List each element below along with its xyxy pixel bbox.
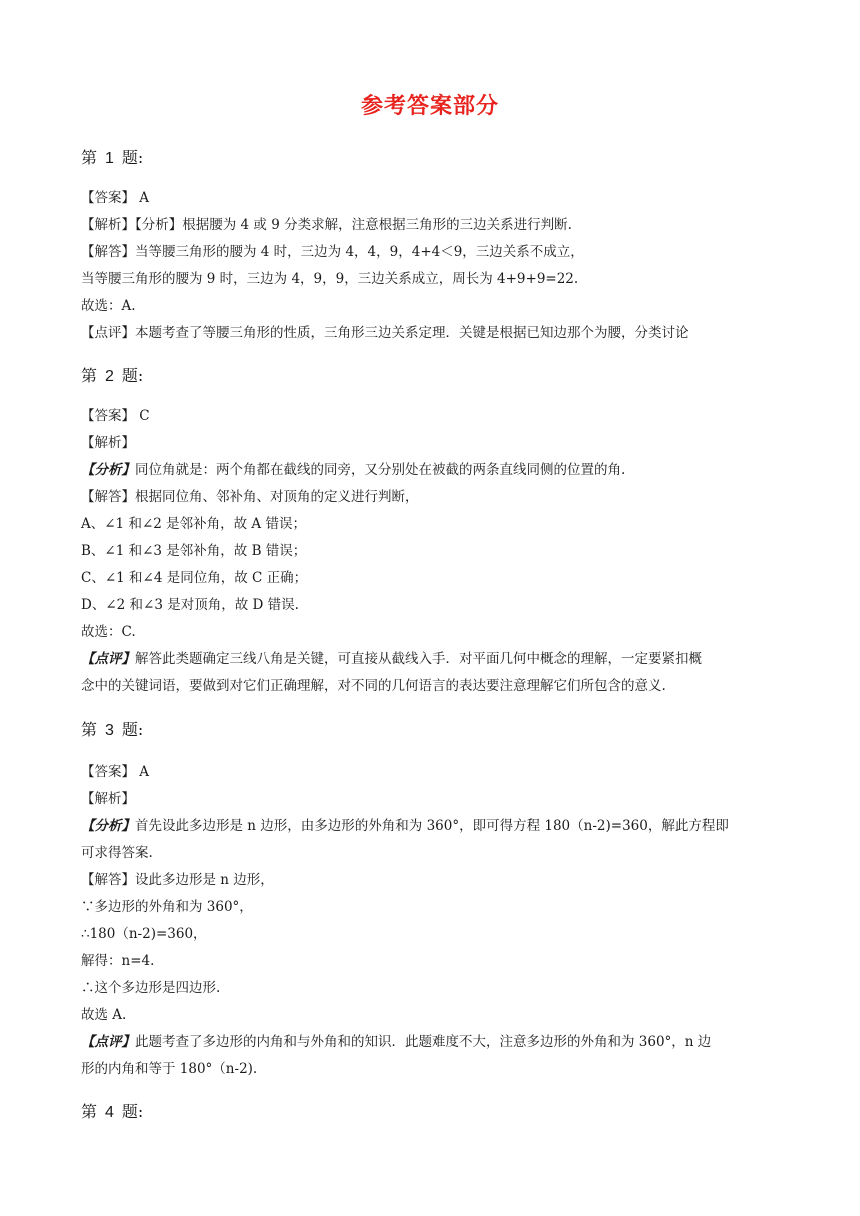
q1-analysis: 【解析】【分析】根据腰为 4 或 9 分类求解，注意根据三角形的三边关系进行判断.	[81, 217, 572, 233]
q3-answer: 【答案】 A	[81, 764, 150, 780]
dianping-tag: 【点评】	[81, 651, 135, 667]
dianping-tag: 【点评】	[81, 1034, 135, 1050]
q2-option-b: B、∠1 和∠3 是邻补角，故 B 错误；	[81, 543, 307, 559]
fenxi-tag: 【分析】	[81, 818, 135, 834]
q2-answer: 【答案】 C	[81, 408, 150, 424]
q2-comment-line-1: 【点评】解答此类题确定三线八角是关键，可直接从截线入手．对平面几何中概念的理解，一定要紧扣概	[81, 651, 702, 667]
q1-solution-line-2: 当等腰三角形的腰为 9 时，三边为 4，9，9，三边关系成立，周长为 4+9+9=22.	[81, 271, 579, 287]
q3-step-3: 解得：n=4.	[81, 953, 155, 969]
question-3-heading: 第 3 题:	[81, 720, 144, 739]
q3-comment-line-1: 【点评】此题考查了多边形的内角和与外角和的知识．此题难度不大，注意多边形的外角和为 360°，n 边	[81, 1034, 712, 1050]
fenxi-tag: 【分析】	[81, 462, 135, 478]
q2-analysis-label: 【解析】	[81, 435, 135, 451]
q3-step-4: ∴这个多边形是四边形.	[81, 980, 221, 996]
question-2-heading: 第 2 题:	[81, 366, 144, 385]
page-title: 参考答案部分	[360, 93, 499, 119]
q3-analysis-label: 【解析】	[81, 791, 135, 807]
q3-solution: 【解答】设此多边形是 n 边形，	[81, 872, 274, 888]
q3-fenxi-line-2: 可求得答案.	[81, 845, 153, 861]
q1-comment: 【点评】本题考查了等腰三角形的性质，三角形三边关系定理．关键是根据已知边那个为腰，分类讨论	[81, 325, 689, 341]
question-4-heading: 第 4 题:	[81, 1102, 144, 1121]
q3-choice: 故选 A.	[81, 1007, 127, 1023]
question-1-heading: 第 1 题:	[81, 148, 144, 167]
q1-solution-line-1: 【解答】当等腰三角形的腰为 4 时，三边为 4，4，9，4+4＜9，三边关系不成立，	[81, 244, 584, 260]
q2-choice: 故选：C.	[81, 624, 136, 640]
q3-step-1: ∵多边形的外角和为 360°，	[81, 899, 253, 915]
q2-option-c: C、∠1 和∠4 是同位角，故 C 正确；	[81, 570, 308, 586]
q2-option-a: A、∠1 和∠2 是邻补角，故 A 错误；	[81, 516, 306, 532]
q3-comment-line-2: 形的内角和等于 180°（n-2).	[81, 1061, 258, 1077]
q2-comment-line-2: 念中的关键词语，要做到对它们正确理解，对不同的几何语言的表达要注意理解它们所包含的意义.	[81, 678, 666, 694]
q1-answer: 【答案】 A	[81, 190, 150, 206]
q3-fenxi-line-1: 【分析】首先设此多边形是 n 边形，由多边形的外角和为 360°，即可得方程 180（n-2)=360，解此方程即	[81, 818, 729, 834]
q1-choice: 故选：A.	[81, 298, 136, 314]
q2-fenxi: 【分析】同位角就是：两个角都在截线的同旁，又分别处在被截的两条直线同侧的位置的角.	[81, 462, 626, 478]
q3-step-2: ∴180（n-2)=360，	[81, 926, 207, 942]
q2-solution: 【解答】根据同位角、邻补角、对顶角的定义进行判断，	[81, 489, 419, 505]
q2-option-d: D、∠2 和∠3 是对顶角，故 D 错误.	[81, 597, 299, 613]
